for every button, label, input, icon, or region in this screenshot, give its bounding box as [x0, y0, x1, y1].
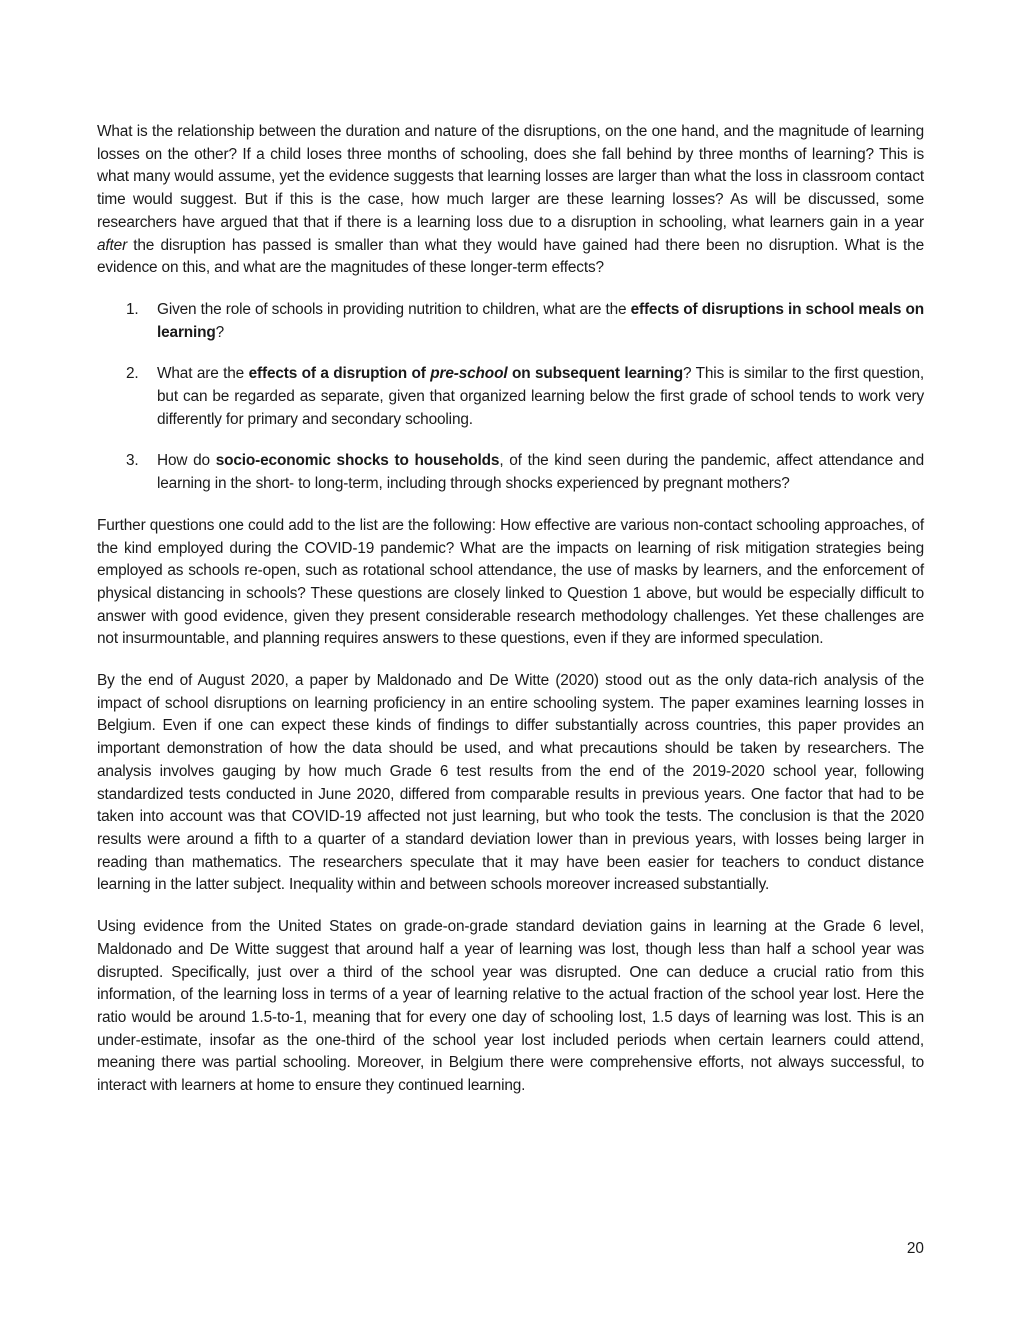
list-item: [97, 450, 924, 495]
list-text: How do: [157, 452, 216, 470]
page-number: 20: [906, 1240, 924, 1257]
paragraph-text: the disruption has passed is smaller than what they would have gained had there been no disruption. What is the evidence on this, and what are the magnitudes of these longer-term effects?: [97, 236, 924, 277]
bold-text: [249, 365, 683, 382]
list-item: [97, 363, 924, 431]
list-text: ? This is similar to the first question, but can be regarded as separate, given that organized learning below the first grade of school tends to work very differently for primary and secondary schooling.: [157, 365, 924, 428]
list-number: 2.: [126, 365, 139, 383]
paragraph-relationship-question: [97, 121, 924, 280]
list-text: What are the: [157, 365, 249, 383]
list-item: [97, 299, 924, 344]
list-text: , of the kind seen during the pandemic, affect attendance and learning in the short- to long-term, including through shocks experienced by pregnant mothers?: [157, 452, 924, 493]
paragraph-text: What is the relationship between the duration and nature of the disruptions, on the one hand, and the magnitude of learning losses on the other? If a child loses three months of schooling, does she fall behind by three months of learning? This is what many would assume, yet the evidence suggests that learning losses are larger than what the loss in classroom contact time would suggest. But if this is the case, how much larger are these learning losses? As will be discussed, some researchers have argued that that if there is a learning loss due to a disruption in schooling, what learners gain in a year: [97, 123, 924, 231]
list-number: 3.: [126, 452, 139, 470]
bold-text: effects of disruptions in school meals on learning: [157, 300, 924, 341]
emphasis-after: after: [97, 236, 128, 254]
bold-italic-text: pre-school: [430, 365, 508, 383]
list-text: ?: [215, 323, 225, 341]
bold-text: socio-economic shocks to households: [215, 452, 500, 470]
document-page: [97, 121, 924, 1117]
paragraph-maldonado-de-witte: By the end of August 2020, a paper by Maldonado and De Witte (2020) stood out as the only data-rich analysis of the impact of school disruptions on learning proficiency in an entire schooling system. The paper examines learning losses in Belgium. Even if one can expect these kinds of findings to differ substantially across countries, this paper provides an important demonstration of how the data should be used, and what precautions should be taken by researchers. The analysis involves gauging by how much Grade 6 test results from the end of the 2019-2020 school year, following standardized tests conducted in June 2020, differed from comparable results in previous years. One factor that had to be taken into account was that COVID-19 affected not just learning, but who took the tests. The conclusion is that the 2020 results were around a fifth to a quarter of a standard deviation lower than in previous years, with losses being larger in reading than mathematics. The researchers speculate that it may have been easier for teachers to conduct distance learning in the latter subject. Inequality within and between schools moreover increased substantially.: [97, 672, 924, 894]
paragraph-further-questions: Further questions one could add to the list are the following: How effective are various non-contact schooling approaches, of the kind employed during the COVID-19 pandemic? What are the impacts on learning of risk mitigation strategies being employed as schools re-open, such as rotational school attendance, the use of masks by learners, and the enforcement of physical distancing in schools? These questions are closely linked to Question 1 above, but would be especially difficult to answer with good evidence, given they present considerable research methodology challenges. Yet these challenges are not insurmountable, and planning requires answers to these questions, even if they are informed speculation.: [97, 516, 924, 648]
list-number: 1.: [126, 300, 139, 318]
bold-text-part: effects of a disruption of: [248, 365, 431, 383]
paragraph-us-evidence: Using evidence from the United States on grade-on-grade standard deviation gains in learning at the Grade 6 level, Maldonado and De Witte suggest that around half a year of learning was lost, though less than half a school year was disrupted. Specifically, just over a third of the school year was disrupted. One can deduce a crucial ratio from this information, of the learning loss in terms of a year of learning relative to the actual fraction of the school year lost. Here the ratio would be around 1.5-to-1, meaning that for every one day of schooling lost, 1.5 days of learning was lost. This is an under-estimate, insofar as the one-third of the school year lost included periods when certain learners could attend, meaning there was partial schooling. Moreover, in Belgium there were comprehensive efforts, not always successful, to interact with learners at home to ensure they continued learning.: [97, 918, 924, 1095]
list-text: Given the role of schools in providing nutrition to children, what are the: [157, 300, 631, 318]
bold-text-part: on subsequent learning: [507, 365, 683, 383]
numbered-question-list: [97, 299, 924, 496]
